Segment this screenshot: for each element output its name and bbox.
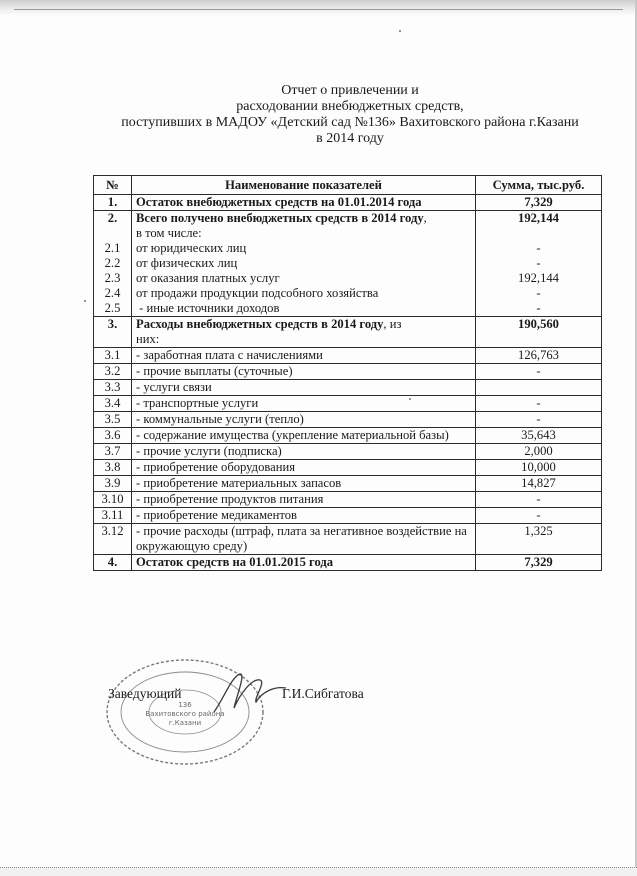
row-num: 3.11 <box>94 508 132 524</box>
row-sum: - <box>476 492 602 508</box>
row-sum: 10,000 <box>476 460 602 476</box>
row-sum: 192,144 <box>518 211 559 225</box>
row-num: 3.5 <box>94 412 132 428</box>
row-sum: 35,643 <box>476 428 602 444</box>
row-num: 3.4 <box>94 396 132 412</box>
row-sum: - <box>476 364 602 380</box>
title-line: поступивших в МАДОУ «Детский сад №136» Вахитовского района г.Казани <box>121 115 579 130</box>
row-name: Остаток средств на 01.01.2015 года <box>132 555 476 571</box>
row-num: 3. <box>94 317 132 348</box>
row-name: - прочие услуги (подписка) <box>132 444 476 460</box>
row-name: - прочие выплаты (суточные) <box>132 364 476 380</box>
row-num: 3.3 <box>94 380 132 396</box>
table-row <box>94 195 602 211</box>
table-row <box>94 444 602 460</box>
row-name-group <box>132 211 476 317</box>
scan-top-border <box>0 0 637 16</box>
row-name: от юридических лиц <box>136 241 247 255</box>
row-num: 2. <box>107 211 118 225</box>
row-name: - приобретение продуктов питания <box>132 492 476 508</box>
row-name: Расходы внебюджетных средств в 2014 году <box>136 317 384 331</box>
row-sum: - <box>536 301 541 315</box>
table-row <box>94 492 602 508</box>
row-name-sub: в том числе: <box>136 226 202 240</box>
table-row <box>94 364 602 380</box>
row-sum: 1,325 <box>476 524 602 555</box>
row-name: от физических лиц <box>136 256 238 270</box>
stamp-text: 136 <box>178 701 192 709</box>
title-line: в 2014 году <box>316 131 384 146</box>
row-num: 2.5 <box>104 301 121 315</box>
table-row <box>94 460 602 476</box>
table-row <box>94 348 602 364</box>
scan-speck <box>399 30 401 32</box>
scan-speck <box>84 300 86 302</box>
row-num: 3.7 <box>94 444 132 460</box>
row-num: 3.1 <box>94 348 132 364</box>
row-sum: 192,144 <box>518 271 559 285</box>
row-num: 2.3 <box>104 271 121 285</box>
table-row <box>94 317 602 348</box>
row-name: от продажи продукции подсобного хозяйства <box>136 286 379 300</box>
row-name: - содержание имущества (укрепление материальной базы) <box>132 428 476 444</box>
signatory-role: Заведующий <box>108 686 182 701</box>
row-name: от оказания платных услуг <box>136 271 280 285</box>
row-num: 1. <box>94 195 132 211</box>
row-sum: 190,560 <box>476 317 602 348</box>
stamp-text: г.Казани <box>168 719 202 727</box>
stamp-text: Вахитовского района <box>145 710 225 718</box>
row-num: 3.10 <box>94 492 132 508</box>
row-name: - заработная плата с начислениями <box>132 348 476 364</box>
row-name-sub: них: <box>136 332 160 346</box>
row-sum <box>476 380 602 396</box>
row-num-group <box>94 211 132 317</box>
row-name: - прочие расходы (штраф, плата за негативное воздействие на окружающую среду) <box>132 524 476 555</box>
row-name: - транспортные услуги <box>132 396 476 412</box>
row-sum: - <box>536 241 541 255</box>
row-sum: 7,329 <box>476 195 602 211</box>
row-num: 2.4 <box>104 286 121 300</box>
table-row <box>94 412 602 428</box>
row-name-comma: , <box>423 211 427 225</box>
signatory-name: Г.И.Сибгатова <box>282 686 364 701</box>
row-sum: - <box>476 508 602 524</box>
row-num: 3.12 <box>94 524 132 555</box>
row-sum: 7,329 <box>476 555 602 571</box>
row-sum: 2,000 <box>476 444 602 460</box>
header-num: № <box>94 176 132 195</box>
row-name: - приобретение медикаментов <box>132 508 476 524</box>
table-row <box>94 396 602 412</box>
row-name: - коммунальные услуги (тепло) <box>132 412 476 428</box>
row-num: 3.8 <box>94 460 132 476</box>
title-line: Отчет о привлечении и <box>281 83 419 98</box>
table-row <box>94 508 602 524</box>
table-row <box>94 211 602 317</box>
title-line: расходовании внебюджетных средств, <box>236 99 464 114</box>
scan-bottom-border <box>0 867 637 876</box>
table-row <box>94 555 602 571</box>
row-sum: - <box>476 396 602 412</box>
row-sum: - <box>536 256 541 270</box>
row-name: - иные источники доходов <box>136 301 280 315</box>
row-num: 4. <box>94 555 132 571</box>
table-row <box>94 380 602 396</box>
document-title <box>100 83 600 147</box>
row-name: Остаток внебюджетных средств на 01.01.2014 года <box>132 195 476 211</box>
table-row <box>94 428 602 444</box>
table-header-row <box>94 176 602 195</box>
row-name-cell <box>132 317 476 348</box>
row-name: Всего получено внебюджетных средств в 2014 году <box>136 211 424 225</box>
row-num: 3.6 <box>94 428 132 444</box>
header-name: Наименование показателей <box>132 176 476 195</box>
row-sum: 126,763 <box>476 348 602 364</box>
expense-rows <box>94 348 602 555</box>
row-name: - приобретение материальных запасов <box>132 476 476 492</box>
row-num: 3.9 <box>94 476 132 492</box>
row-name: - услуги связи <box>132 380 476 396</box>
row-name-rest: , из <box>383 317 402 331</box>
table-row <box>94 476 602 492</box>
row-num: 3.2 <box>94 364 132 380</box>
row-name: - приобретение оборудования <box>132 460 476 476</box>
header-sum: Сумма, тыс.руб. <box>476 176 602 195</box>
row-sum: - <box>536 286 541 300</box>
report-table <box>93 175 602 571</box>
handwritten-signature <box>210 668 290 718</box>
row-num: 2.1 <box>104 241 121 255</box>
table-row <box>94 524 602 555</box>
row-sum: - <box>476 412 602 428</box>
row-sum-group <box>476 211 602 317</box>
row-num: 2.2 <box>104 256 121 270</box>
row-sum: 14,827 <box>476 476 602 492</box>
